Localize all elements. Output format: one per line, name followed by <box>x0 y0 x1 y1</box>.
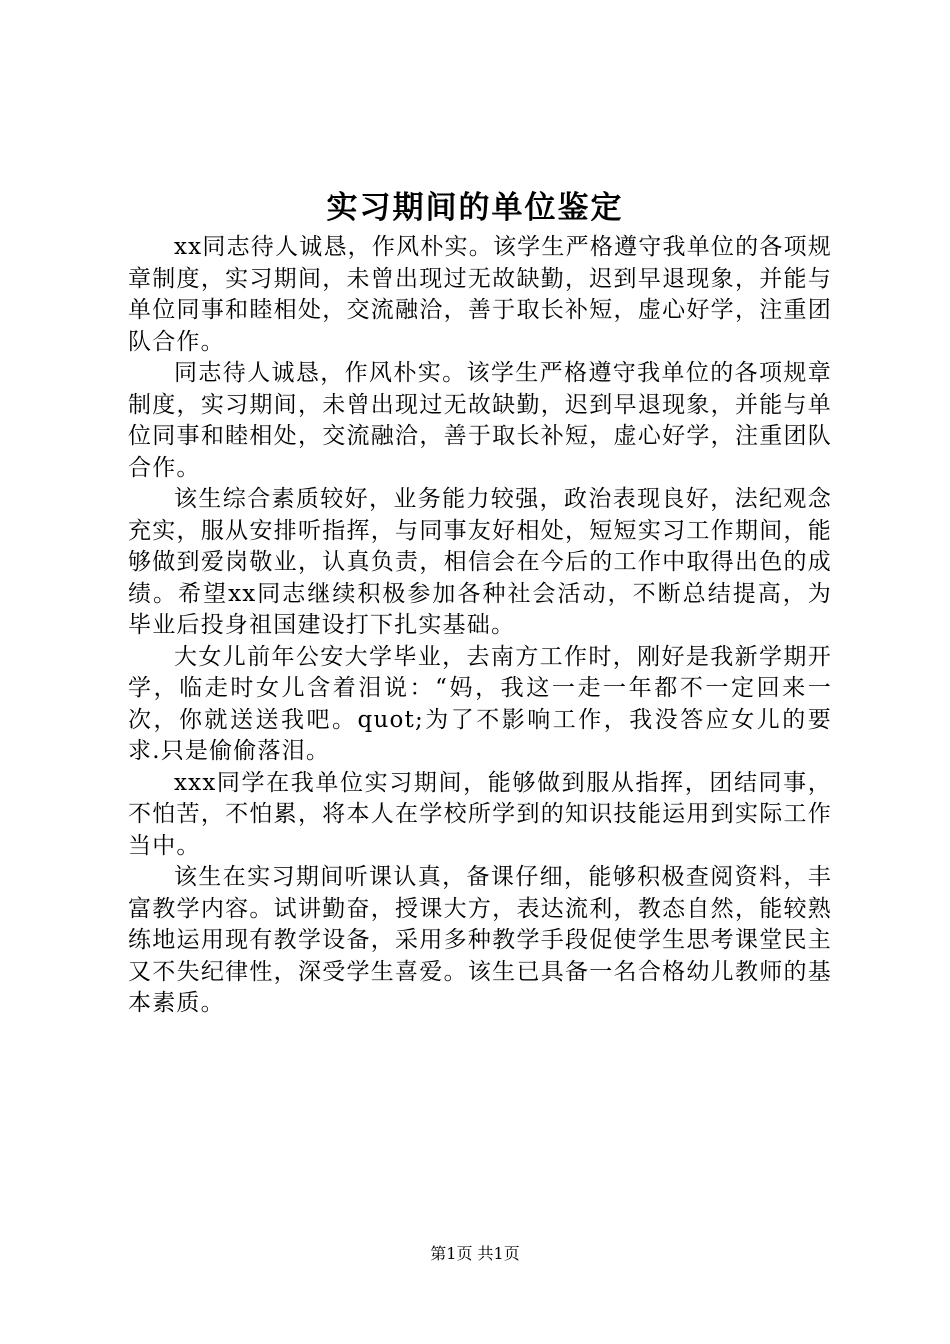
paragraph: xx同志待人诚恳，作风朴实。该学生严格遵守我单位的各项规章制度，实习期间，未曾出现过无故缺勤，迟到早退现象，并能与单位同事和睦相处，交流融洽，善于取长补短，虚心好学，注重团队合作。 <box>128 234 832 355</box>
paragraph: xxx同学在我单位实习期间，能够做到服从指挥，团结同事，不怕苦，不怕累，将本人在学校所学到的知识技能运用到实际工作当中。 <box>128 769 832 859</box>
paragraph: 该生在实习期间听课认真，备课仔细，能够积极查阅资料，丰富教学内容。试讲勤奋，授课大方，表达流利，教态自然，能较熟练地运用现有教学设备，采用多种教学手段促使学生思考课堂民主又不失纪律性，深受学生喜爱。该生已具备一名合格幼儿教师的基本素质。 <box>128 864 832 1016</box>
paragraph: 大女儿前年公安大学毕业，去南方工作时，刚好是我新学期开学，临走时女儿含着泪说：“妈，我这一走一年都不一定回来一次，你就送送我吧。quot;为了不影响工作，我没答应女儿的要求.只是偷偷落泪。 <box>128 643 832 764</box>
document-title: 实习期间的单位鉴定 <box>326 190 624 226</box>
document-body <box>128 232 832 1020</box>
paragraph: 同志待人诚恳，作风朴实。该学生严格遵守我单位的各项规章制度，实习期间，未曾出现过无故缺勤，迟到早退现象，并能与单位同事和睦相处，交流融洽，善于取长补短，虚心好学，注重团队合作。 <box>128 360 832 481</box>
paragraph: 该生综合素质较好，业务能力较强，政治表现良好，法纪观念充实，服从安排听指挥，与同事友好相处，短短实习工作期间，能够做到爱岗敬业，认真负责，相信会在今后的工作中取得出色的成绩。希望xx同志继续积极参加各种社会活动，不断总结提高，为毕业后投身祖国建设打下扎实基础。 <box>128 486 832 638</box>
page-footer: 第1页 共1页 <box>430 1244 520 1263</box>
